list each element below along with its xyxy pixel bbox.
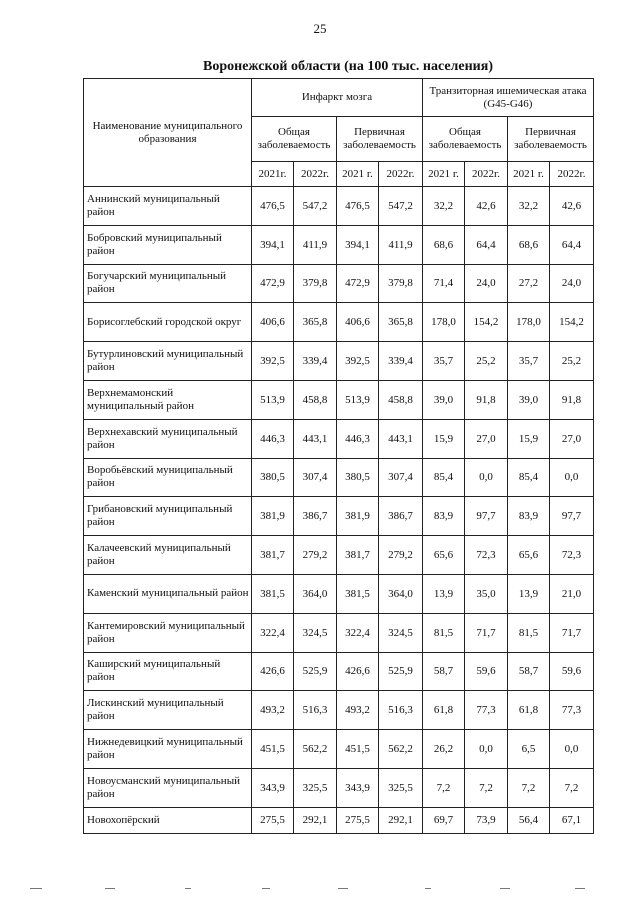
value-cell: 73,9: [465, 807, 508, 833]
value-cell: 307,4: [379, 458, 423, 497]
value-cell: 364,0: [379, 574, 423, 613]
value-cell: 65,6: [508, 536, 550, 575]
value-cell: 325,5: [379, 768, 423, 807]
value-cell: 381,7: [252, 536, 294, 575]
value-cell: 525,9: [294, 652, 337, 691]
value-cell: 25,2: [465, 342, 508, 381]
row-name: Грибановский муниципальный район: [84, 497, 252, 536]
row-name: Калачеевский муниципальный район: [84, 536, 252, 575]
document-title: Воронежской области (на 100 тыс. населения): [203, 59, 493, 74]
value-cell: 381,9: [252, 497, 294, 536]
value-cell: 42,6: [550, 187, 594, 226]
value-cell: 279,2: [294, 536, 337, 575]
table-row: [84, 187, 594, 226]
value-cell: 81,5: [423, 613, 465, 652]
value-cell: 292,1: [294, 807, 337, 833]
value-cell: 547,2: [379, 187, 423, 226]
value-cell: 58,7: [508, 652, 550, 691]
page-number: 25: [313, 21, 327, 36]
value-cell: 0,0: [550, 730, 594, 769]
value-cell: 7,2: [508, 768, 550, 807]
value-cell: 85,4: [508, 458, 550, 497]
value-cell: 7,2: [465, 768, 508, 807]
value-cell: 71,4: [423, 264, 465, 303]
table-row: [84, 730, 594, 769]
table-row: [84, 419, 594, 458]
table-row: [84, 303, 594, 342]
header-year: 2021 г.: [337, 162, 379, 187]
value-cell: 562,2: [379, 730, 423, 769]
table-row: [84, 613, 594, 652]
value-cell: 472,9: [337, 264, 379, 303]
row-name: Верхнемамонский муниципальный район: [84, 380, 252, 419]
value-cell: 493,2: [252, 691, 294, 730]
header-year: 2021 г.: [508, 162, 550, 187]
value-cell: 279,2: [379, 536, 423, 575]
table-row: [84, 807, 594, 833]
value-cell: 386,7: [379, 497, 423, 536]
value-cell: 35,7: [423, 342, 465, 381]
value-cell: 451,5: [337, 730, 379, 769]
value-cell: 562,2: [294, 730, 337, 769]
value-cell: 380,5: [337, 458, 379, 497]
value-cell: 446,3: [252, 419, 294, 458]
footer-mark: [338, 888, 348, 889]
value-cell: 275,5: [337, 807, 379, 833]
value-cell: 61,8: [423, 691, 465, 730]
value-cell: 0,0: [465, 458, 508, 497]
value-cell: 513,9: [252, 380, 294, 419]
value-cell: 458,8: [379, 380, 423, 419]
value-cell: 426,6: [252, 652, 294, 691]
value-cell: 67,1: [550, 807, 594, 833]
value-cell: 71,7: [550, 613, 594, 652]
value-cell: 154,2: [465, 303, 508, 342]
footer-mark: [105, 888, 115, 889]
table-row: [84, 225, 594, 264]
value-cell: 27,0: [465, 419, 508, 458]
row-name: Воробьёвский муниципальный район: [84, 458, 252, 497]
header-year: 2022г.: [465, 162, 508, 187]
value-cell: 68,6: [423, 225, 465, 264]
value-cell: 343,9: [252, 768, 294, 807]
row-name: Борисоглебский городской округ: [84, 303, 252, 342]
header-year: 2022г.: [550, 162, 594, 187]
value-cell: 458,8: [294, 380, 337, 419]
footer-mark: [262, 888, 270, 889]
table-row: [84, 264, 594, 303]
header-year: 2021г.: [252, 162, 294, 187]
value-cell: 392,5: [337, 342, 379, 381]
header-name-column: Наименование муниципального образования: [84, 79, 252, 187]
value-cell: 72,3: [465, 536, 508, 575]
value-cell: 69,7: [423, 807, 465, 833]
value-cell: 6,5: [508, 730, 550, 769]
header-subgroup: Первичная заболеваемость: [508, 117, 594, 162]
value-cell: 56,4: [508, 807, 550, 833]
value-cell: 472,9: [252, 264, 294, 303]
table-row: [84, 691, 594, 730]
value-cell: 7,2: [423, 768, 465, 807]
value-cell: 24,0: [465, 264, 508, 303]
value-cell: 322,4: [252, 613, 294, 652]
value-cell: 493,2: [337, 691, 379, 730]
value-cell: 380,5: [252, 458, 294, 497]
header-year: 2022г.: [294, 162, 337, 187]
value-cell: 58,7: [423, 652, 465, 691]
value-cell: 476,5: [252, 187, 294, 226]
value-cell: 446,3: [337, 419, 379, 458]
value-cell: 516,3: [294, 691, 337, 730]
value-cell: 85,4: [423, 458, 465, 497]
value-cell: 394,1: [337, 225, 379, 264]
row-name: Новохопёрский: [84, 807, 252, 833]
table-row: [84, 574, 594, 613]
value-cell: 307,4: [294, 458, 337, 497]
value-cell: 97,7: [465, 497, 508, 536]
value-cell: 411,9: [294, 225, 337, 264]
value-cell: 516,3: [379, 691, 423, 730]
table-row: [84, 768, 594, 807]
value-cell: 71,7: [465, 613, 508, 652]
value-cell: 178,0: [423, 303, 465, 342]
value-cell: 547,2: [294, 187, 337, 226]
value-cell: 32,2: [508, 187, 550, 226]
value-cell: 13,9: [508, 574, 550, 613]
value-cell: 381,5: [337, 574, 379, 613]
value-cell: 77,3: [465, 691, 508, 730]
value-cell: 339,4: [379, 342, 423, 381]
value-cell: 72,3: [550, 536, 594, 575]
value-cell: 343,9: [337, 768, 379, 807]
header-subgroup: Первичная заболеваемость: [337, 117, 423, 162]
table-row: [84, 380, 594, 419]
value-cell: 97,7: [550, 497, 594, 536]
value-cell: 32,2: [423, 187, 465, 226]
value-cell: 83,9: [423, 497, 465, 536]
value-cell: 77,3: [550, 691, 594, 730]
value-cell: 381,5: [252, 574, 294, 613]
value-cell: 91,8: [465, 380, 508, 419]
value-cell: 178,0: [508, 303, 550, 342]
value-cell: 324,5: [379, 613, 423, 652]
value-cell: 443,1: [294, 419, 337, 458]
value-cell: 35,0: [465, 574, 508, 613]
value-cell: 325,5: [294, 768, 337, 807]
value-cell: 324,5: [294, 613, 337, 652]
value-cell: 386,7: [294, 497, 337, 536]
value-cell: 411,9: [379, 225, 423, 264]
row-name: Каменский муниципальный район: [84, 574, 252, 613]
value-cell: 476,5: [337, 187, 379, 226]
table-row: [84, 342, 594, 381]
value-cell: 381,9: [337, 497, 379, 536]
row-name: Кантемировский муниципальный район: [84, 613, 252, 652]
value-cell: 365,8: [294, 303, 337, 342]
value-cell: 64,4: [550, 225, 594, 264]
value-cell: 21,0: [550, 574, 594, 613]
row-name: Богучарский муниципальный район: [84, 264, 252, 303]
table-row: [84, 458, 594, 497]
value-cell: 379,8: [294, 264, 337, 303]
value-cell: 0,0: [465, 730, 508, 769]
header-group-tia: Транзиторная ишемическая атака (G45-G46): [423, 79, 594, 117]
value-cell: 154,2: [550, 303, 594, 342]
value-cell: 275,5: [252, 807, 294, 833]
value-cell: 292,1: [379, 807, 423, 833]
value-cell: 83,9: [508, 497, 550, 536]
row-name: Каширский муниципальный район: [84, 652, 252, 691]
footer-mark: [500, 888, 510, 889]
value-cell: 394,1: [252, 225, 294, 264]
value-cell: 59,6: [550, 652, 594, 691]
value-cell: 513,9: [337, 380, 379, 419]
value-cell: 426,6: [337, 652, 379, 691]
table-row: [84, 652, 594, 691]
value-cell: 364,0: [294, 574, 337, 613]
morbidity-table: [83, 78, 594, 834]
value-cell: 59,6: [465, 652, 508, 691]
value-cell: 525,9: [379, 652, 423, 691]
row-name: Бутурлиновский муниципальный район: [84, 342, 252, 381]
row-name: Лискинский муниципальный район: [84, 691, 252, 730]
table-row: [84, 497, 594, 536]
value-cell: 39,0: [423, 380, 465, 419]
value-cell: 64,4: [465, 225, 508, 264]
value-cell: 91,8: [550, 380, 594, 419]
value-cell: 7,2: [550, 768, 594, 807]
value-cell: 26,2: [423, 730, 465, 769]
value-cell: 406,6: [252, 303, 294, 342]
value-cell: 42,6: [465, 187, 508, 226]
row-name: Бобровский муниципальный район: [84, 225, 252, 264]
value-cell: 0,0: [550, 458, 594, 497]
footer-mark: [575, 888, 585, 889]
value-cell: 61,8: [508, 691, 550, 730]
value-cell: 35,7: [508, 342, 550, 381]
value-cell: 27,0: [550, 419, 594, 458]
row-name: Новоусманский муниципальный район: [84, 768, 252, 807]
value-cell: 379,8: [379, 264, 423, 303]
value-cell: 392,5: [252, 342, 294, 381]
value-cell: 339,4: [294, 342, 337, 381]
value-cell: 24,0: [550, 264, 594, 303]
value-cell: 322,4: [337, 613, 379, 652]
header-year: 2021 г.: [423, 162, 465, 187]
header-year: 2022г.: [379, 162, 423, 187]
header-subgroup: Общая заболеваемость: [423, 117, 508, 162]
value-cell: 451,5: [252, 730, 294, 769]
footer-mark: [30, 888, 42, 889]
value-cell: 68,6: [508, 225, 550, 264]
footer-mark: [185, 888, 191, 889]
footer-mark: [425, 888, 431, 889]
header-group-stroke: Инфаркт мозга: [252, 79, 423, 117]
value-cell: 406,6: [337, 303, 379, 342]
value-cell: 27,2: [508, 264, 550, 303]
value-cell: 15,9: [423, 419, 465, 458]
value-cell: 81,5: [508, 613, 550, 652]
value-cell: 25,2: [550, 342, 594, 381]
row-name: Аннинский муниципальный район: [84, 187, 252, 226]
value-cell: 15,9: [508, 419, 550, 458]
row-name: Верхнехавский муниципальный район: [84, 419, 252, 458]
header-subgroup: Общая заболеваемость: [252, 117, 337, 162]
row-name: Нижнедевицкий муниципальный район: [84, 730, 252, 769]
value-cell: 443,1: [379, 419, 423, 458]
value-cell: 381,7: [337, 536, 379, 575]
value-cell: 13,9: [423, 574, 465, 613]
value-cell: 39,0: [508, 380, 550, 419]
value-cell: 365,8: [379, 303, 423, 342]
table-row: [84, 536, 594, 575]
value-cell: 65,6: [423, 536, 465, 575]
